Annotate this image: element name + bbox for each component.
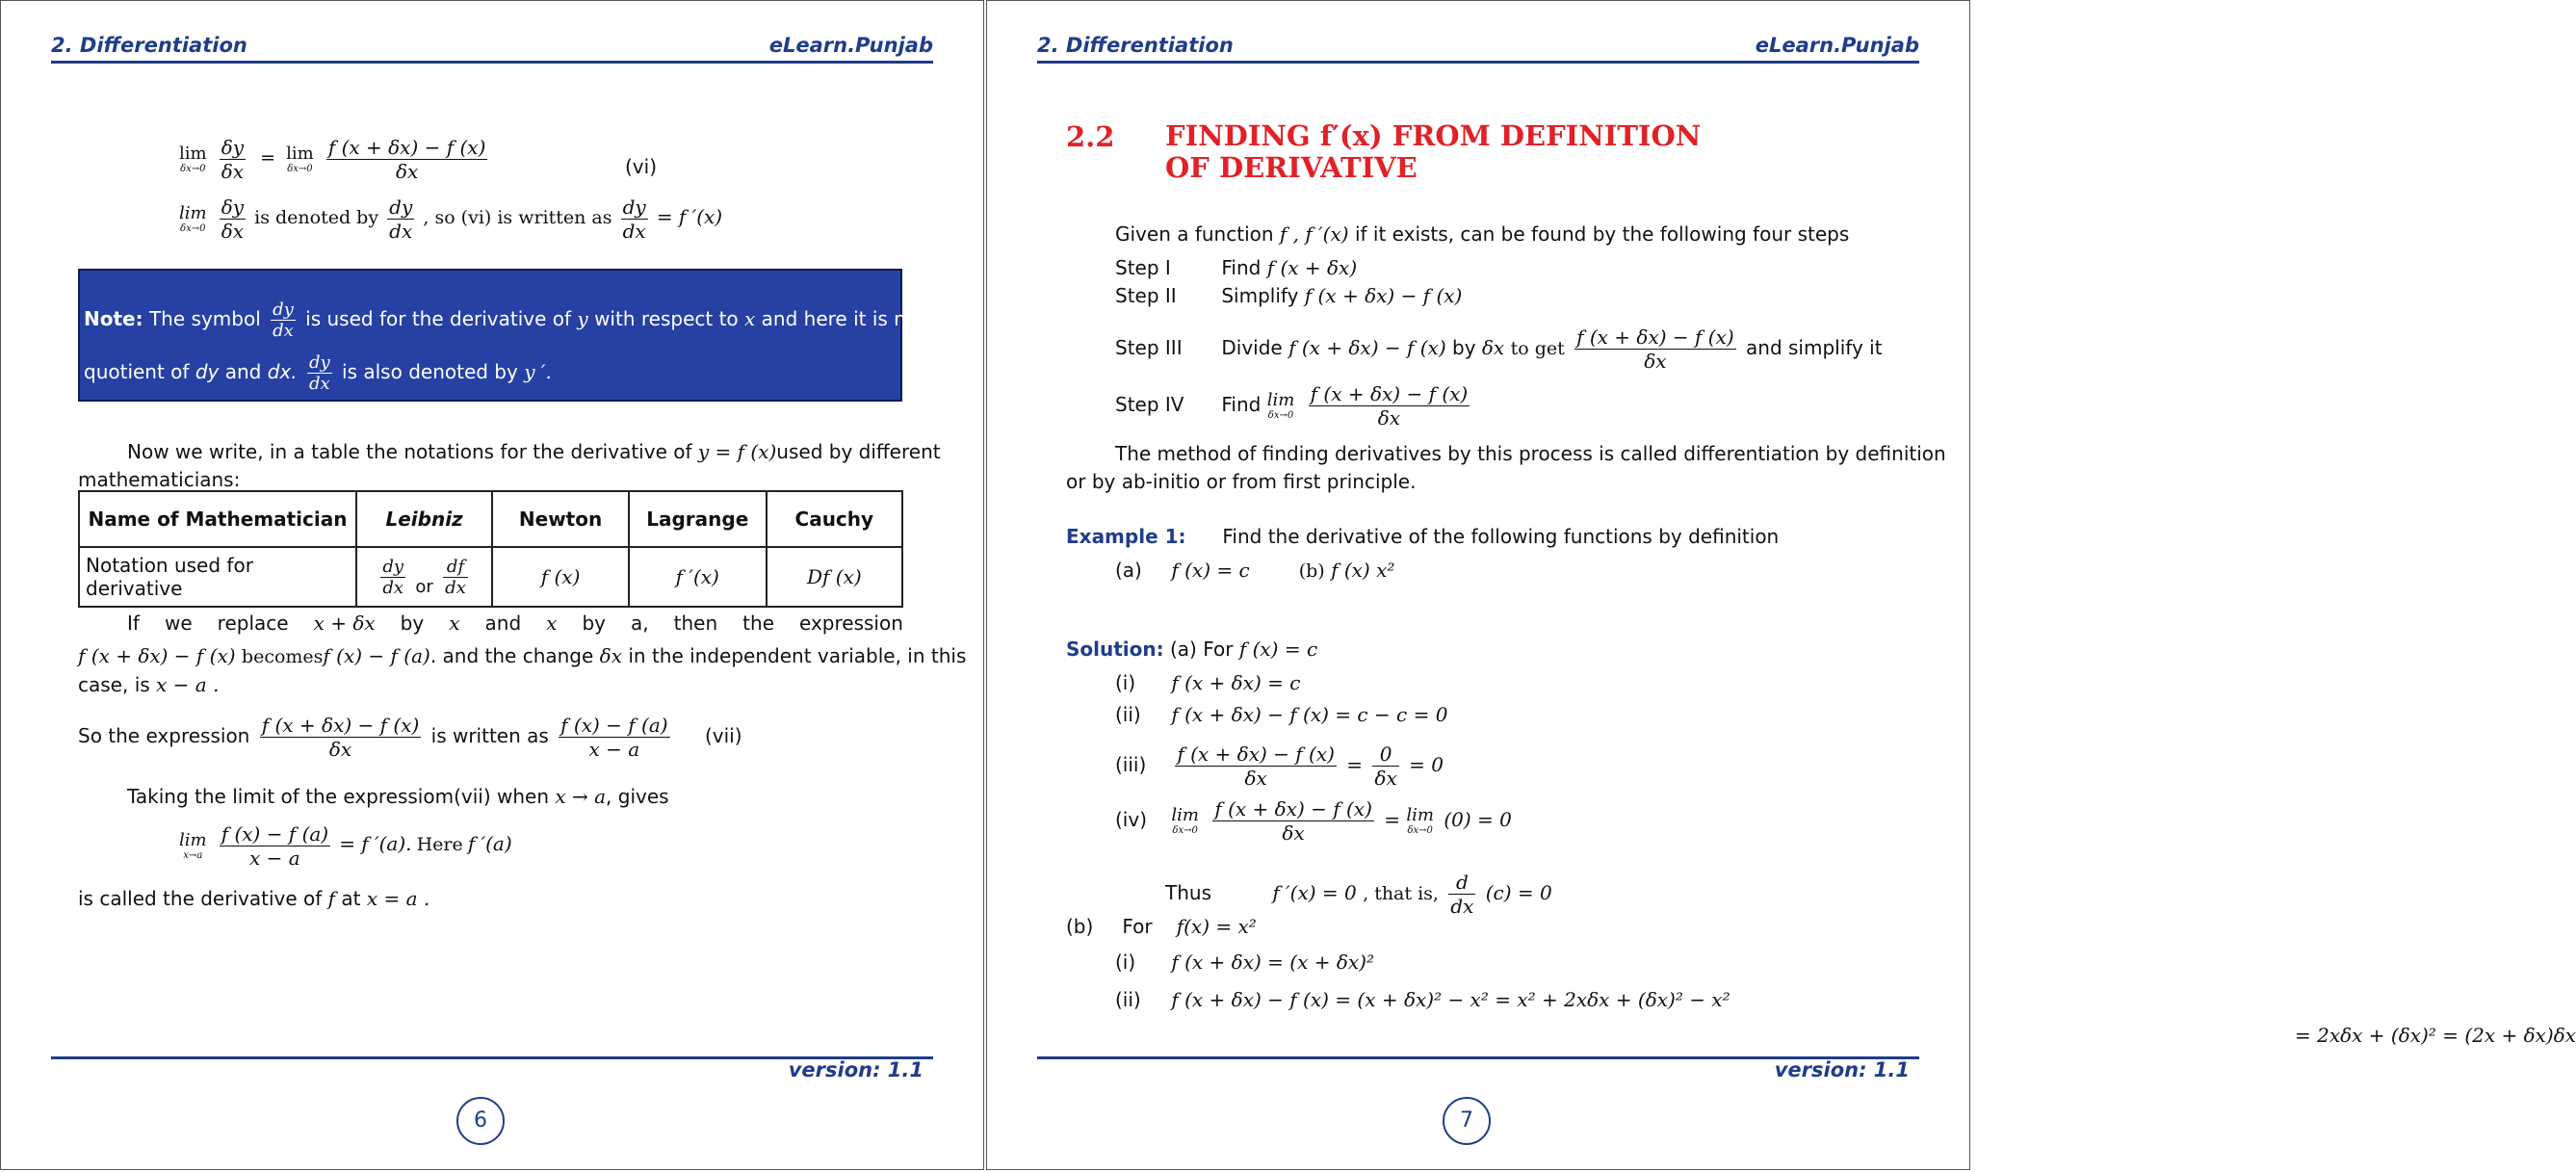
equation-limit-a: lim x→a $\frac{f (x) - f (a)}{x - a}$ = f ′(a). Here f ′(a) <box>179 822 512 870</box>
table-header-row <box>79 491 902 547</box>
solution-step: (iii) $\frac{f (x + \delta x) - f (x)}{\delta x}$ = $\frac{0}{\delta x}$ = 0 <box>1115 742 1444 790</box>
header-brand: eLearn.Punjab <box>1755 34 1919 57</box>
equation-denoted: lim δx→0 $\frac{\delta y}{\delta x}$ is denoted by $\frac{dy}{dx}$ , so (vi) is written as $\frac{dy}{dx}$ = f ′(x) <box>179 195 723 243</box>
page-right <box>986 0 2576 1170</box>
header-rule <box>1037 61 1919 64</box>
note-label: Note: <box>84 307 143 330</box>
section-title: FINDING f′(x) FROM DEFINITION OF DERIVATIVE <box>1165 119 1702 184</box>
part-b-heading: (b) For f(x) = x² <box>1066 915 1257 938</box>
table-header: Leibniz <box>356 491 492 547</box>
para-notations-end: mathematicians: <box>78 468 241 491</box>
solution-step: (iv) lim δx→0 $\frac{f (x + \delta x) - f (x)}{\delta x}$ = lim δx→0 (0) = 0 <box>1115 797 1512 845</box>
note-line-1: Note: The symbol $\frac{dy}{dx}$ is used for the derivative of y with respect to x and here it is not a <box>84 300 944 341</box>
equation-vi: lim δx→0 $\frac{\delta y}{\delta x}$ = lim δx→0 $\frac{f (x + \delta x) - f (x)}{\delta x}$ <box>179 136 486 183</box>
table-cell: f ′(x) <box>629 547 767 607</box>
para-taking-limit: Taking the limit of the expressiom(vii) when x → a, gives <box>127 785 669 808</box>
intro-text: Given a function f , f ′(x) if it exists, can be found by the following four steps <box>1115 222 1850 246</box>
note-line-2: quotient of dy and dx. $\frac{dy}{dx}$ is also denoted by y ′. <box>84 352 552 394</box>
thus-line: Thus f ′(x) = 0 , that is, $\frac{d}{dx}$ (c) = 0 <box>1165 871 1552 918</box>
step-4: Step IV Find lim δx→0 $\frac{f (x + \delta x) - f (x)}{\delta x}$ <box>1115 382 1469 430</box>
header-chapter: 2. Differentiation <box>1037 34 1234 57</box>
page-number: 6 <box>456 1097 505 1145</box>
note-box <box>78 269 944 402</box>
table-header: Newton <box>492 491 629 547</box>
version-label: version: 1.1 <box>1774 1058 1910 1081</box>
header-chapter: 2. Differentiation <box>51 34 247 57</box>
table-header: Name of Mathematician <box>79 491 356 547</box>
section-number: 2.2 <box>1066 120 1115 153</box>
equation-vi-label: (vi) <box>625 155 657 178</box>
header-brand: eLearn.Punjab <box>768 34 933 57</box>
step-2: Step II Simplify f (x + δx) − f (x) <box>1115 284 1463 307</box>
solution-heading: Solution: (a) For f (x) = c <box>1066 638 1318 661</box>
table-row <box>79 547 902 607</box>
step-3: Step III Divide f (x + δx) − f (x) by δx to get $\frac{f (x + \delta x) - f (x)}{\delta x}$ and simplify it <box>1115 326 1883 373</box>
table-cell-leibniz: $\frac{dy}{dx}$ or $\frac{df}{dx}$ <box>356 547 492 607</box>
part-b-step: (i) f (x + δx) = (x + δx)² <box>1115 951 1374 974</box>
header-rule <box>51 61 933 64</box>
page-left <box>0 0 984 1170</box>
table-cell: f (x) <box>492 547 629 607</box>
example-heading: Example 1: Find the derivative of the following functions by definition <box>1066 525 1780 548</box>
table-cell: Notation used for derivative <box>79 547 356 607</box>
denoted-text: is denoted by <box>254 207 379 228</box>
so-text: , so (vi) is written as <box>423 207 612 228</box>
para-replace: If we replace x + δx by x and x by a, then the expression <box>127 612 903 635</box>
para-replace-2: f (x + δx) − f (x) becomesf (x) − f (a). and the change δx in the independent variable, in this <box>78 644 967 667</box>
part-b-continuation: = 2xδx + (δx)² = (2x + δx)δx <box>2295 1024 2576 1047</box>
table-header: Lagrange <box>629 491 767 547</box>
solution-step: (ii) f (x + δx) − f (x) = c − c = 0 <box>1115 703 1448 726</box>
para-expression: So the expression $\frac{f (x + \delta x) - f (x)}{\delta x}$ is written as $\frac{f (x) - f (a)}{x - a}$ (vii) <box>78 714 742 761</box>
notation-table <box>78 490 903 608</box>
solution-step: (i) f (x + δx) = c <box>1115 671 1301 694</box>
step-1: Step I Find f (x + δx) <box>1115 256 1358 279</box>
table-header: Cauchy <box>767 491 902 547</box>
page-number: 7 <box>1443 1097 1491 1145</box>
method-text-2: or by ab-initio or from first principle. <box>1066 470 1417 493</box>
table-cell: Df (x) <box>767 547 902 607</box>
para-called-derivative: is called the derivative of f at x = a . <box>78 887 430 910</box>
part-b-step: (ii) f (x + δx) − f (x) = (x + δx)² − x² = x² + 2xδx + (δx)² − x² <box>1115 988 1730 1011</box>
para-replace-3: case, is x − a . <box>78 673 220 696</box>
version-label: version: 1.1 <box>788 1058 924 1081</box>
example-parts: (a) f (x) = c (b) f (x) x² <box>1115 559 1395 582</box>
para-notations: Now we write, in a table the notations for the derivative of y = f (x)used by different <box>127 440 941 463</box>
method-text-1: The method of finding derivatives by this process is called differentiation by definition <box>1115 442 1946 465</box>
